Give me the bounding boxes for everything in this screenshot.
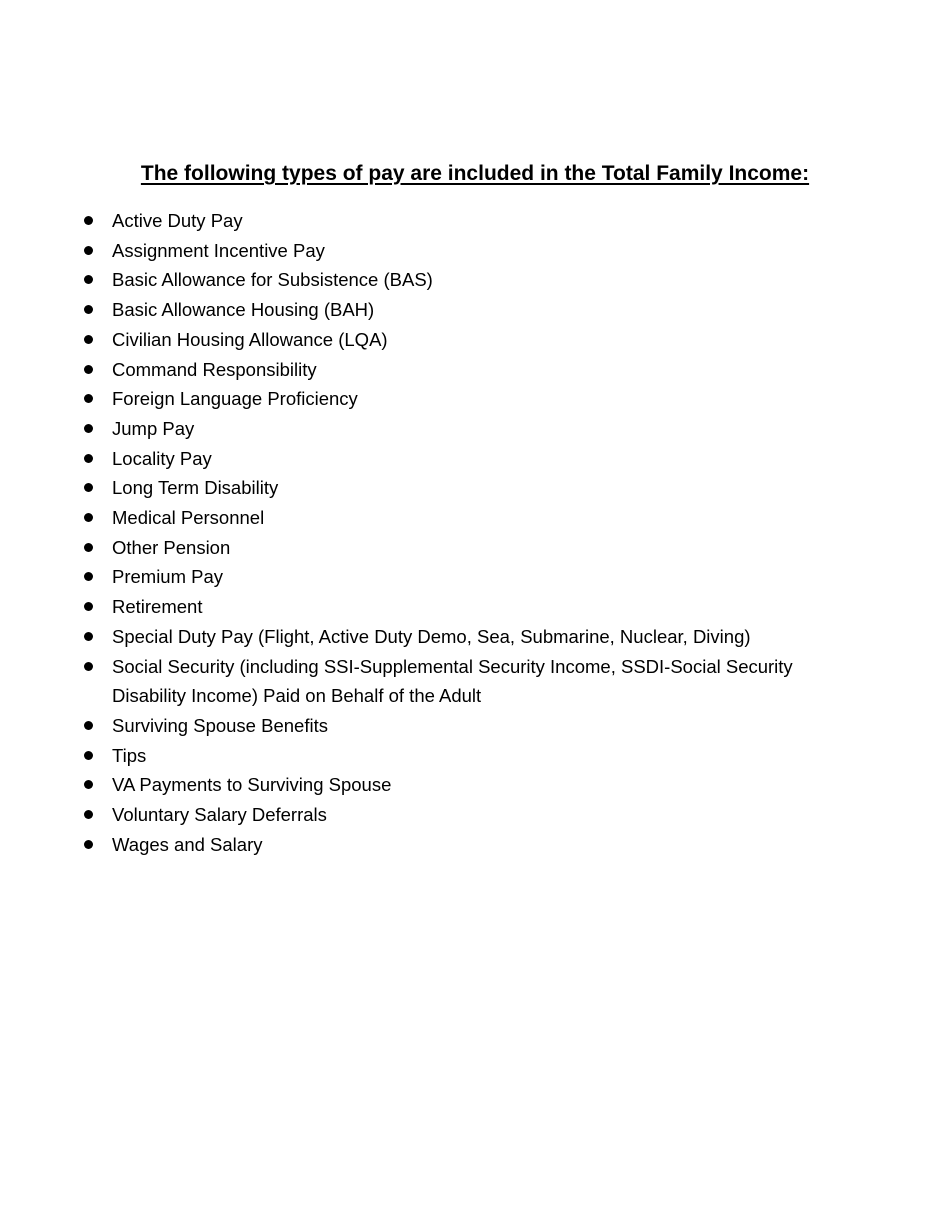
list-item-label: Tips <box>112 744 147 766</box>
list-item-label: Command Responsibility <box>112 358 317 380</box>
list-item <box>84 325 844 355</box>
bullet-icon <box>84 721 93 730</box>
list-item <box>84 711 844 741</box>
bullet-icon <box>84 216 93 225</box>
list-item <box>84 414 844 444</box>
bullet-icon <box>84 840 93 849</box>
list-item <box>84 384 844 414</box>
pay-types-list <box>84 206 844 859</box>
list-item-label: Basic Allowance for Subsistence (BAS) <box>112 269 433 291</box>
list-item-label: Voluntary Salary Deferrals <box>112 804 327 826</box>
list-item <box>84 533 844 563</box>
bullet-icon <box>84 572 93 581</box>
list-item-label: Wages and Salary <box>112 833 263 855</box>
bullet-icon <box>84 662 93 671</box>
list-item <box>84 622 844 652</box>
bullet-icon <box>84 751 93 760</box>
page-title: The following types of pay are included in the Total Family Income: <box>140 162 810 185</box>
bullet-icon <box>84 335 93 344</box>
list-item <box>84 355 844 385</box>
bullet-icon <box>84 483 93 492</box>
list-item-label: Jump Pay <box>112 417 195 439</box>
list-item <box>84 830 844 860</box>
bullet-icon <box>84 246 93 255</box>
list-item-label: Foreign Language Proficiency <box>112 388 358 410</box>
bullet-icon <box>84 780 93 789</box>
list-item-label: Assignment Incentive Pay <box>112 239 325 261</box>
list-item-label: Active Duty Pay <box>112 210 243 231</box>
list-item-label: Retirement <box>112 596 203 618</box>
list-item <box>84 444 844 474</box>
list-item <box>84 473 844 503</box>
list-item <box>84 800 844 830</box>
bullet-icon <box>84 305 93 314</box>
list-item-label: Other Pension <box>112 536 231 558</box>
list-item-label: Medical Personnel <box>112 507 265 529</box>
list-item-label: Special Duty Pay (Flight, Active Duty Demo, Sea, Submarine, Nuclear, Diving) <box>112 625 751 647</box>
bullet-icon <box>84 424 93 433</box>
list-item <box>84 503 844 533</box>
bullet-icon <box>84 543 93 552</box>
bullet-icon <box>84 810 93 819</box>
list-item-label: Basic Allowance Housing (BAH) <box>112 299 375 321</box>
list-item <box>84 741 844 771</box>
list-item <box>84 562 844 592</box>
list-item-label: Civilian Housing Allowance (LQA) <box>112 328 388 350</box>
bullet-icon <box>84 394 93 403</box>
list-item-label: VA Payments to Surviving Spouse <box>112 774 392 796</box>
list-item <box>84 295 844 325</box>
list-item <box>84 206 844 236</box>
list-item-label: Surviving Spouse Benefits <box>112 714 328 736</box>
list-item <box>84 592 844 622</box>
bullet-icon <box>84 632 93 641</box>
list-item <box>84 265 844 295</box>
bullet-icon <box>84 602 93 611</box>
bullet-icon <box>84 513 93 522</box>
bullet-icon <box>84 365 93 374</box>
bullet-icon <box>84 454 93 463</box>
list-item <box>84 236 844 266</box>
list-item-label: Locality Pay <box>112 447 212 469</box>
list-item-label: Premium Pay <box>112 566 224 588</box>
list-item-label: Long Term Disability <box>112 477 279 499</box>
list-item <box>84 770 844 800</box>
bullet-icon <box>84 275 93 284</box>
list-item <box>84 652 844 711</box>
list-item-label: Social Security (including SSI-Supplemental Security Income, SSDI-Social Security Disability Income) Paid on Behalf of the Adult <box>112 655 793 707</box>
